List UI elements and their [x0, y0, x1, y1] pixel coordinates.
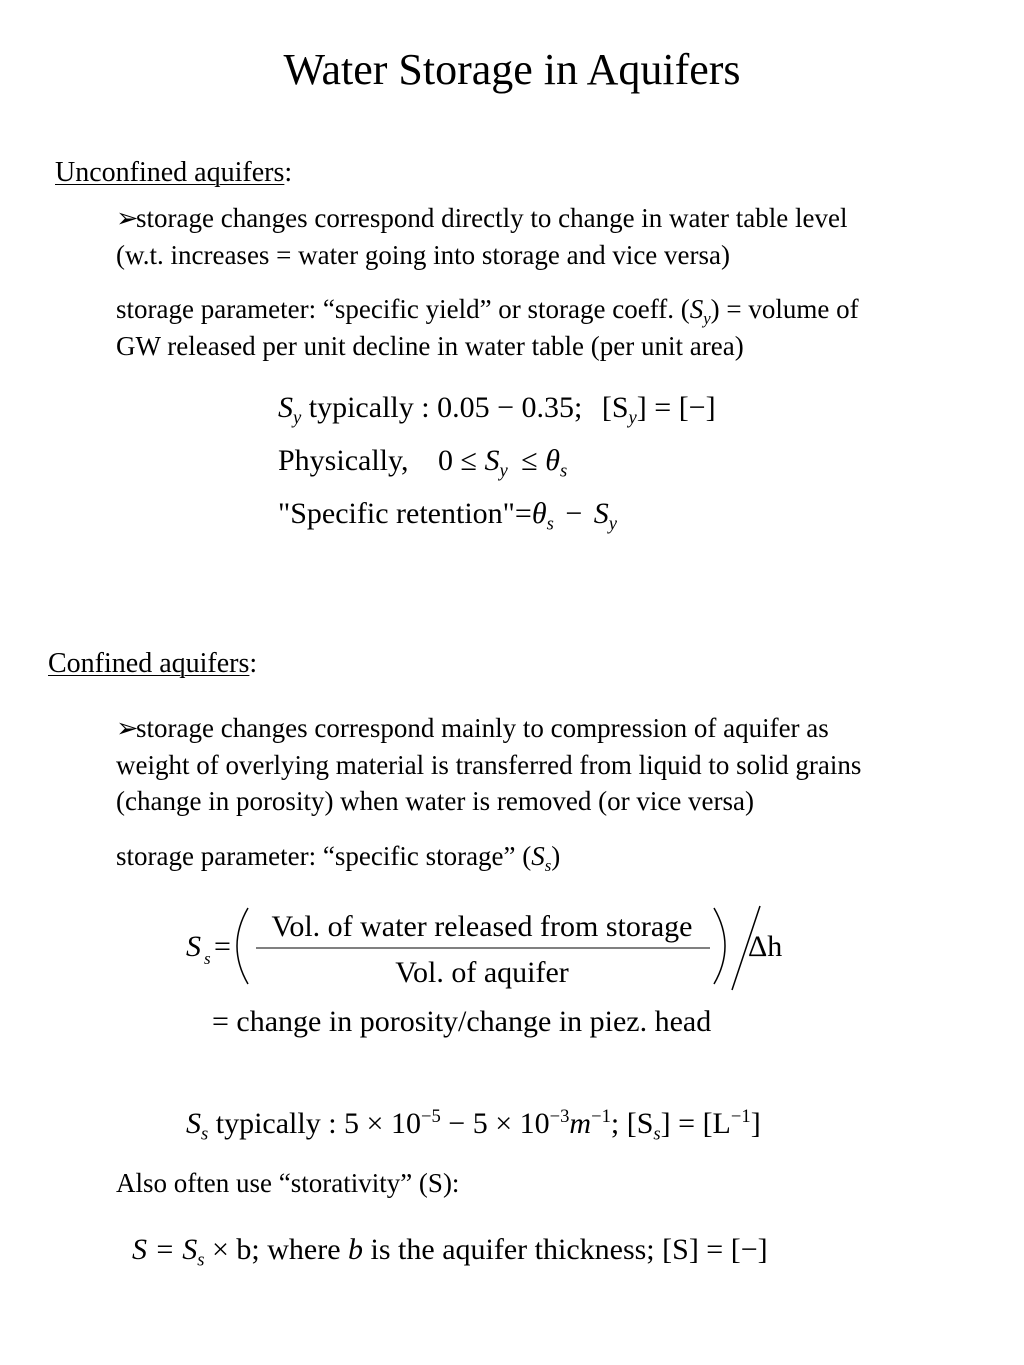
eq-bracket-open: [S	[601, 391, 629, 424]
ss-dim-end: ]	[750, 1107, 761, 1140]
ss-unit-exp: −1	[591, 1105, 611, 1127]
unconfined-bullet	[116, 200, 847, 273]
frac-delta-h: Δh	[748, 930, 783, 963]
ss-typical-text: typically : 5 × 10	[215, 1107, 421, 1140]
page-title: Water Storage in Aquifers	[283, 45, 741, 94]
bullet-arrow-icon: ➢	[116, 203, 139, 233]
equation-physically	[278, 443, 568, 482]
ss-mid: − 5 × 10	[440, 1107, 550, 1140]
eq-typical-text: typically : 0.05 − 0.35;	[308, 391, 583, 424]
storativity-intro: Also often use “storativity” (S):	[116, 1168, 460, 1198]
eq-retention-theta-sub: s	[546, 513, 554, 535]
confined-bullet-text1: storage changes correspond mainly to compression of aquifer as	[136, 713, 829, 743]
confined-bullet-line2: weight of overlying material is transferred from liquid to solid grains	[116, 749, 862, 780]
ss-dim-mid: ] = [L	[660, 1107, 731, 1140]
eq-retention-symbol: S	[593, 497, 609, 530]
unconfined-bullet-text1: storage changes correspond directly to change in water table level	[136, 203, 848, 233]
unconfined-bullet-line1	[116, 200, 847, 237]
confined-parameter	[116, 838, 560, 875]
confined-param-subscript: s	[544, 855, 552, 875]
ss-exp2: −3	[549, 1105, 570, 1127]
unconfined-parameter-line1	[116, 291, 859, 328]
param-text-after: ) = volume of	[710, 294, 859, 324]
unconfined-heading-text: Unconfined aquifers	[55, 157, 285, 188]
confined-heading-colon: :	[249, 648, 258, 679]
param-subscript: y	[703, 308, 711, 328]
storativity-subscript: s	[197, 1249, 205, 1271]
ss-subscript: s	[201, 1123, 209, 1145]
storativity-rest: is the aquifer thickness; [S] = [−]	[363, 1233, 768, 1266]
ss-exp1: −5	[420, 1105, 441, 1127]
storativity-lhs: S = S	[132, 1233, 198, 1266]
eq-retention-theta: θ	[531, 497, 547, 530]
eq-physically-lower: 0 ≤	[438, 444, 478, 477]
eq-subscript: y	[293, 407, 302, 429]
frac-denominator: Vol. of aquifer	[395, 956, 569, 989]
eq-bracket-subscript: y	[628, 407, 637, 429]
confined-heading-text: Confined aquifers	[48, 648, 250, 679]
eq-retention-subscript: y	[608, 513, 618, 535]
ss-dim-before: ; [S	[610, 1107, 654, 1140]
eq-physically-symbol: S	[484, 444, 500, 477]
confined-heading	[48, 647, 257, 681]
frac-lhs-symbol: S	[186, 930, 201, 963]
eq-physically-label: Physically,	[278, 444, 409, 477]
eq-theta: θ	[545, 444, 560, 477]
ss-unit: m	[569, 1107, 592, 1140]
unconfined-bullet-line2: (w.t. increases = water going into storage and vice versa)	[116, 239, 730, 270]
confined-param-after: )	[551, 841, 561, 871]
eq-retention-minus: −	[565, 497, 583, 530]
unconfined-parameter	[116, 291, 859, 364]
confined-bullet	[116, 710, 861, 820]
eq-bracket-end: ] = [−]	[636, 391, 716, 424]
specific-storage-equation	[180, 898, 800, 998]
bullet-arrow-icon: ➢	[116, 713, 139, 743]
ss-dim-exp: −1	[730, 1105, 751, 1127]
unconfined-heading	[55, 156, 292, 190]
eq-theta-subscript: s	[560, 460, 568, 482]
frac-numerator: Vol. of water released from storage	[271, 910, 693, 943]
right-paren-icon	[714, 908, 725, 984]
eq-physically-le: ≤	[521, 444, 538, 477]
unconfined-parameter-line2: GW released per unit decline in water table (per unit area)	[116, 330, 744, 361]
frac-lhs-subscript: s	[204, 949, 211, 968]
confined-param-symbol: S	[531, 841, 545, 871]
equation-ss-typical	[186, 1105, 761, 1145]
left-paren-icon	[237, 908, 248, 984]
storativity-times: × b; where	[204, 1233, 349, 1266]
eq-physically-subscript: y	[499, 460, 508, 482]
storativity-b: b	[348, 1233, 364, 1266]
frac-equals: =	[214, 930, 231, 963]
equation-specific-retention	[278, 496, 618, 535]
unconfined-heading-colon: :	[284, 157, 293, 188]
equation-sy-typical	[278, 390, 716, 429]
equation-meaning: = change in porosity/change in piez. head	[212, 1005, 712, 1038]
confined-bullet-line1	[116, 710, 861, 747]
confined-bullet-line3: (change in porosity) when water is removed (or vice versa)	[116, 786, 755, 816]
eq-retention-label: "Specific retention"=	[278, 497, 532, 530]
eq-symbol: S	[278, 391, 293, 424]
ss-dim-sub: s	[653, 1123, 661, 1145]
confined-param-before: storage parameter: “specific storage” (	[116, 841, 532, 871]
ss-symbol: S	[186, 1107, 201, 1140]
equation-storativity	[132, 1232, 768, 1271]
param-text-before: storage parameter: “specific yield” or storage coeff. (	[116, 294, 690, 324]
param-symbol: S	[689, 294, 704, 324]
